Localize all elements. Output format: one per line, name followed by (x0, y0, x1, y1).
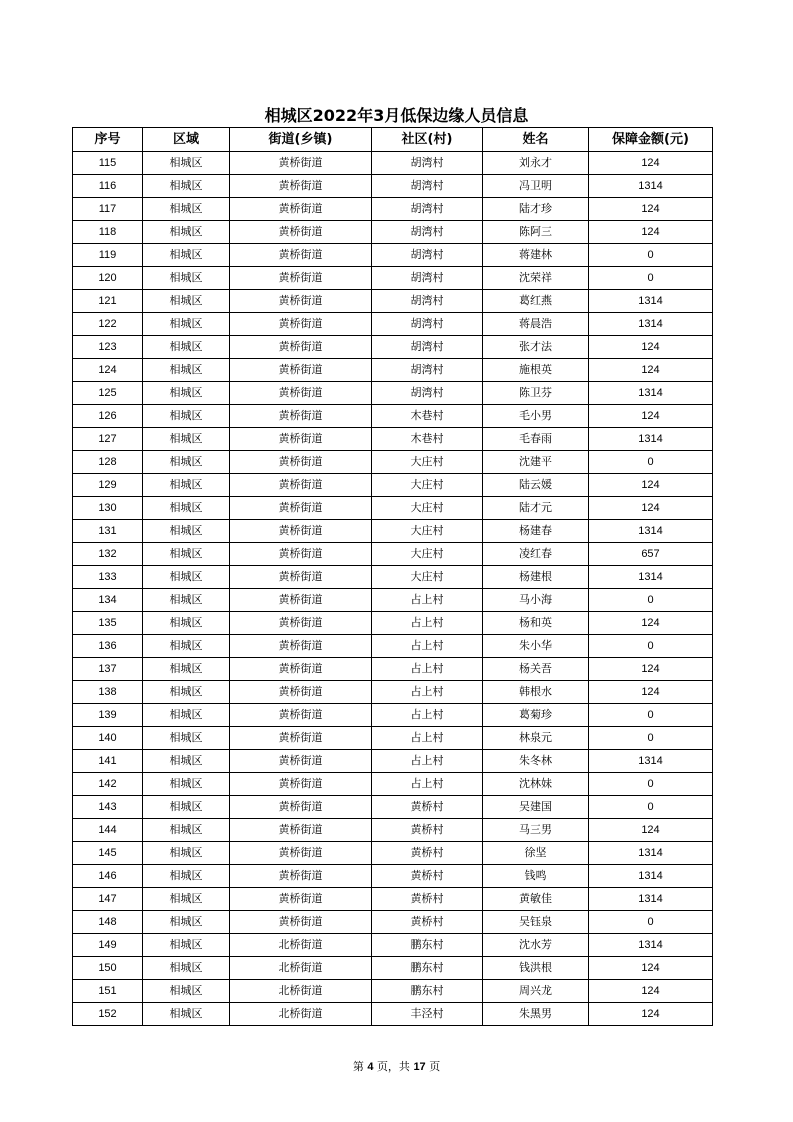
cell-index: 148 (73, 911, 143, 934)
cell-name: 张才法 (483, 336, 589, 359)
cell-name: 葛红燕 (483, 290, 589, 313)
cell-name: 朱黑男 (483, 1003, 589, 1026)
cell-district: 相城区 (143, 336, 230, 359)
cell-amount: 0 (589, 267, 713, 290)
cell-name: 凌红春 (483, 543, 589, 566)
cell-street: 黄桥街道 (230, 888, 372, 911)
table-row (73, 957, 713, 980)
cell-index: 131 (73, 520, 143, 543)
cell-community: 鹏东村 (372, 934, 483, 957)
cell-name: 钱鸣 (483, 865, 589, 888)
cell-street: 黄桥街道 (230, 244, 372, 267)
cell-index: 116 (73, 175, 143, 198)
table-row (73, 911, 713, 934)
cell-street: 黄桥街道 (230, 175, 372, 198)
cell-street: 北桥街道 (230, 957, 372, 980)
cell-name: 吴建国 (483, 796, 589, 819)
cell-index: 147 (73, 888, 143, 911)
cell-amount: 124 (589, 359, 713, 382)
header-name: 姓名 (483, 128, 589, 152)
table-row (73, 842, 713, 865)
cell-amount: 124 (589, 198, 713, 221)
cell-name: 韩根水 (483, 681, 589, 704)
cell-amount: 124 (589, 221, 713, 244)
cell-community: 胡湾村 (372, 336, 483, 359)
cell-district: 相城区 (143, 313, 230, 336)
cell-district: 相城区 (143, 428, 230, 451)
cell-name: 黄敏佳 (483, 888, 589, 911)
cell-street: 黄桥街道 (230, 842, 372, 865)
cell-district: 相城区 (143, 290, 230, 313)
cell-amount: 124 (589, 658, 713, 681)
cell-index: 149 (73, 934, 143, 957)
cell-name: 杨建春 (483, 520, 589, 543)
cell-index: 150 (73, 957, 143, 980)
cell-district: 相城区 (143, 934, 230, 957)
cell-street: 黄桥街道 (230, 474, 372, 497)
cell-district: 相城区 (143, 704, 230, 727)
cell-amount: 124 (589, 819, 713, 842)
cell-amount: 1314 (589, 520, 713, 543)
cell-index: 143 (73, 796, 143, 819)
cell-street: 黄桥街道 (230, 635, 372, 658)
header-index: 序号 (73, 128, 143, 152)
cell-index: 118 (73, 221, 143, 244)
cell-community: 占上村 (372, 750, 483, 773)
cell-name: 马三男 (483, 819, 589, 842)
cell-name: 陈阿三 (483, 221, 589, 244)
cell-index: 121 (73, 290, 143, 313)
cell-community: 黄桥村 (372, 888, 483, 911)
footer-total-pages: 17 (413, 1061, 426, 1073)
cell-street: 黄桥街道 (230, 221, 372, 244)
table-row (73, 796, 713, 819)
cell-community: 胡湾村 (372, 290, 483, 313)
table-row (73, 589, 713, 612)
cell-index: 146 (73, 865, 143, 888)
cell-street: 黄桥街道 (230, 520, 372, 543)
cell-amount: 0 (589, 635, 713, 658)
cell-district: 相城区 (143, 405, 230, 428)
cell-community: 大庄村 (372, 543, 483, 566)
cell-community: 占上村 (372, 681, 483, 704)
cell-street: 黄桥街道 (230, 865, 372, 888)
cell-street: 黄桥街道 (230, 612, 372, 635)
cell-amount: 0 (589, 589, 713, 612)
cell-street: 黄桥街道 (230, 451, 372, 474)
cell-district: 相城区 (143, 796, 230, 819)
cell-name: 吴钰泉 (483, 911, 589, 934)
cell-district: 相城区 (143, 888, 230, 911)
cell-community: 占上村 (372, 773, 483, 796)
cell-community: 木巷村 (372, 428, 483, 451)
table-row (73, 451, 713, 474)
table-row (73, 658, 713, 681)
cell-community: 占上村 (372, 589, 483, 612)
cell-community: 鹏东村 (372, 957, 483, 980)
table-row (73, 152, 713, 175)
cell-index: 141 (73, 750, 143, 773)
cell-district: 相城区 (143, 957, 230, 980)
cell-district: 相城区 (143, 635, 230, 658)
table-row (73, 704, 713, 727)
table-row (73, 359, 713, 382)
cell-community: 大庄村 (372, 497, 483, 520)
cell-name: 蒋晨浩 (483, 313, 589, 336)
cell-amount: 1314 (589, 313, 713, 336)
cell-amount: 0 (589, 773, 713, 796)
cell-name: 杨关吾 (483, 658, 589, 681)
cell-name: 周兴龙 (483, 980, 589, 1003)
cell-community: 黄桥村 (372, 796, 483, 819)
table-row (73, 520, 713, 543)
cell-district: 相城区 (143, 980, 230, 1003)
cell-index: 129 (73, 474, 143, 497)
cell-amount: 124 (589, 474, 713, 497)
cell-community: 胡湾村 (372, 382, 483, 405)
page-footer (0, 1058, 793, 1074)
cell-community: 占上村 (372, 658, 483, 681)
table-row (73, 244, 713, 267)
cell-street: 黄桥街道 (230, 428, 372, 451)
cell-community: 胡湾村 (372, 198, 483, 221)
table-row (73, 773, 713, 796)
cell-street: 黄桥街道 (230, 198, 372, 221)
cell-index: 142 (73, 773, 143, 796)
cell-street: 黄桥街道 (230, 566, 372, 589)
cell-street: 黄桥街道 (230, 497, 372, 520)
cell-index: 145 (73, 842, 143, 865)
cell-index: 130 (73, 497, 143, 520)
cell-index: 137 (73, 658, 143, 681)
cell-index: 120 (73, 267, 143, 290)
cell-community: 胡湾村 (372, 313, 483, 336)
cell-name: 陈卫芬 (483, 382, 589, 405)
table-row (73, 635, 713, 658)
cell-name: 沈水芳 (483, 934, 589, 957)
cell-amount: 124 (589, 980, 713, 1003)
cell-district: 相城区 (143, 152, 230, 175)
cell-index: 122 (73, 313, 143, 336)
table-body (73, 152, 713, 1026)
table-row (73, 727, 713, 750)
cell-district: 相城区 (143, 359, 230, 382)
cell-street: 黄桥街道 (230, 658, 372, 681)
cell-index: 115 (73, 152, 143, 175)
cell-district: 相城区 (143, 474, 230, 497)
cell-district: 相城区 (143, 681, 230, 704)
cell-amount: 124 (589, 336, 713, 359)
cell-name: 杨和英 (483, 612, 589, 635)
table-row (73, 566, 713, 589)
cell-district: 相城区 (143, 911, 230, 934)
cell-index: 152 (73, 1003, 143, 1026)
table-row (73, 175, 713, 198)
cell-index: 135 (73, 612, 143, 635)
cell-street: 北桥街道 (230, 980, 372, 1003)
table-row (73, 934, 713, 957)
cell-name: 蒋建林 (483, 244, 589, 267)
cell-index: 117 (73, 198, 143, 221)
cell-amount: 1314 (589, 842, 713, 865)
cell-community: 黄桥村 (372, 842, 483, 865)
cell-community: 胡湾村 (372, 267, 483, 290)
cell-index: 133 (73, 566, 143, 589)
cell-index: 132 (73, 543, 143, 566)
cell-community: 胡湾村 (372, 175, 483, 198)
table-row (73, 980, 713, 1003)
cell-street: 黄桥街道 (230, 796, 372, 819)
cell-name: 毛小男 (483, 405, 589, 428)
cell-amount: 1314 (589, 382, 713, 405)
cell-amount: 124 (589, 681, 713, 704)
cell-street: 黄桥街道 (230, 750, 372, 773)
cell-amount: 1314 (589, 934, 713, 957)
cell-district: 相城区 (143, 221, 230, 244)
header-district: 区域 (143, 128, 230, 152)
cell-name: 刘永才 (483, 152, 589, 175)
cell-index: 124 (73, 359, 143, 382)
header-street: 街道(乡镇) (230, 128, 372, 152)
cell-street: 北桥街道 (230, 934, 372, 957)
cell-community: 大庄村 (372, 474, 483, 497)
cell-name: 钱洪根 (483, 957, 589, 980)
cell-street: 黄桥街道 (230, 359, 372, 382)
cell-street: 黄桥街道 (230, 382, 372, 405)
cell-index: 138 (73, 681, 143, 704)
cell-district: 相城区 (143, 727, 230, 750)
cell-district: 相城区 (143, 520, 230, 543)
cell-district: 相城区 (143, 244, 230, 267)
cell-name: 林泉元 (483, 727, 589, 750)
cell-community: 木巷村 (372, 405, 483, 428)
footer-page-number: 4 (367, 1061, 374, 1073)
cell-amount: 124 (589, 957, 713, 980)
table-row (73, 543, 713, 566)
table-row (73, 267, 713, 290)
table-header-row (73, 128, 713, 152)
cell-index: 126 (73, 405, 143, 428)
cell-district: 相城区 (143, 1003, 230, 1026)
cell-district: 相城区 (143, 451, 230, 474)
cell-name: 沈荣祥 (483, 267, 589, 290)
cell-name: 徐坚 (483, 842, 589, 865)
cell-community: 胡湾村 (372, 221, 483, 244)
cell-district: 相城区 (143, 198, 230, 221)
cell-name: 沈林妹 (483, 773, 589, 796)
cell-name: 杨建根 (483, 566, 589, 589)
cell-index: 128 (73, 451, 143, 474)
cell-index: 125 (73, 382, 143, 405)
cell-amount: 0 (589, 911, 713, 934)
cell-amount: 0 (589, 244, 713, 267)
cell-street: 黄桥街道 (230, 704, 372, 727)
cell-district: 相城区 (143, 773, 230, 796)
cell-district: 相城区 (143, 543, 230, 566)
header-amount: 保障金额(元) (589, 128, 713, 152)
cell-district: 相城区 (143, 865, 230, 888)
table-row (73, 382, 713, 405)
cell-amount: 0 (589, 451, 713, 474)
table-row (73, 888, 713, 911)
cell-community: 丰泾村 (372, 1003, 483, 1026)
cell-street: 黄桥街道 (230, 773, 372, 796)
cell-name: 冯卫明 (483, 175, 589, 198)
table-row (73, 750, 713, 773)
cell-amount: 1314 (589, 175, 713, 198)
table-row (73, 1003, 713, 1026)
cell-street: 黄桥街道 (230, 336, 372, 359)
cell-district: 相城区 (143, 497, 230, 520)
cell-district: 相城区 (143, 612, 230, 635)
cell-community: 占上村 (372, 635, 483, 658)
cell-name: 施根英 (483, 359, 589, 382)
cell-amount: 0 (589, 727, 713, 750)
cell-community: 黄桥村 (372, 865, 483, 888)
cell-amount: 124 (589, 612, 713, 635)
cell-district: 相城区 (143, 382, 230, 405)
cell-community: 大庄村 (372, 566, 483, 589)
table-row (73, 681, 713, 704)
table-row (73, 313, 713, 336)
cell-street: 黄桥街道 (230, 589, 372, 612)
cell-community: 胡湾村 (372, 244, 483, 267)
cell-district: 相城区 (143, 566, 230, 589)
cell-district: 相城区 (143, 819, 230, 842)
cell-district: 相城区 (143, 589, 230, 612)
cell-name: 朱冬林 (483, 750, 589, 773)
cell-name: 陆才珍 (483, 198, 589, 221)
cell-amount: 0 (589, 704, 713, 727)
header-community: 社区(村) (372, 128, 483, 152)
cell-amount: 1314 (589, 566, 713, 589)
cell-index: 140 (73, 727, 143, 750)
cell-name: 陆云媛 (483, 474, 589, 497)
cell-community: 占上村 (372, 704, 483, 727)
cell-index: 151 (73, 980, 143, 1003)
cell-index: 134 (73, 589, 143, 612)
cell-amount: 1314 (589, 750, 713, 773)
cell-amount: 657 (589, 543, 713, 566)
table-row (73, 290, 713, 313)
table-row (73, 474, 713, 497)
cell-name: 陆才元 (483, 497, 589, 520)
cell-amount: 1314 (589, 290, 713, 313)
page-title: 相城区2022年3月低保边缘人员信息 (264, 106, 529, 125)
cell-index: 139 (73, 704, 143, 727)
table-row (73, 865, 713, 888)
cell-street: 黄桥街道 (230, 313, 372, 336)
cell-street: 黄桥街道 (230, 152, 372, 175)
cell-street: 黄桥街道 (230, 819, 372, 842)
cell-community: 鹏东村 (372, 980, 483, 1003)
cell-district: 相城区 (143, 267, 230, 290)
footer-prefix: 第 (352, 1060, 364, 1073)
cell-community: 胡湾村 (372, 359, 483, 382)
footer-suffix: 页 (429, 1060, 441, 1073)
cell-district: 相城区 (143, 175, 230, 198)
cell-community: 黄桥村 (372, 819, 483, 842)
cell-amount: 1314 (589, 888, 713, 911)
cell-index: 144 (73, 819, 143, 842)
cell-name: 葛菊珍 (483, 704, 589, 727)
cell-amount: 124 (589, 1003, 713, 1026)
cell-amount: 124 (589, 497, 713, 520)
cell-amount: 124 (589, 152, 713, 175)
cell-district: 相城区 (143, 842, 230, 865)
table-row (73, 198, 713, 221)
cell-community: 占上村 (372, 727, 483, 750)
cell-community: 胡湾村 (372, 152, 483, 175)
cell-amount: 1314 (589, 428, 713, 451)
table-row (73, 428, 713, 451)
cell-community: 大庄村 (372, 520, 483, 543)
cell-amount: 1314 (589, 865, 713, 888)
cell-street: 黄桥街道 (230, 727, 372, 750)
cell-name: 沈建平 (483, 451, 589, 474)
cell-name: 毛春雨 (483, 428, 589, 451)
cell-community: 大庄村 (372, 451, 483, 474)
cell-name: 马小海 (483, 589, 589, 612)
cell-street: 北桥街道 (230, 1003, 372, 1026)
cell-street: 黄桥街道 (230, 911, 372, 934)
cell-district: 相城区 (143, 658, 230, 681)
cell-index: 123 (73, 336, 143, 359)
cell-amount: 0 (589, 796, 713, 819)
table-row (73, 336, 713, 359)
table-row (73, 819, 713, 842)
table-row (73, 405, 713, 428)
cell-district: 相城区 (143, 750, 230, 773)
table-row (73, 221, 713, 244)
cell-amount: 124 (589, 405, 713, 428)
cell-community: 黄桥村 (372, 911, 483, 934)
cell-index: 119 (73, 244, 143, 267)
cell-street: 黄桥街道 (230, 405, 372, 428)
footer-middle: 页，共 (376, 1060, 410, 1073)
cell-index: 136 (73, 635, 143, 658)
cell-street: 黄桥街道 (230, 543, 372, 566)
cell-street: 黄桥街道 (230, 681, 372, 704)
table-row (73, 497, 713, 520)
cell-street: 黄桥街道 (230, 290, 372, 313)
cell-name: 朱小华 (483, 635, 589, 658)
cell-street: 黄桥街道 (230, 267, 372, 290)
cell-community: 占上村 (372, 612, 483, 635)
cell-index: 127 (73, 428, 143, 451)
beneficiary-table (72, 127, 713, 1026)
table-row (73, 612, 713, 635)
